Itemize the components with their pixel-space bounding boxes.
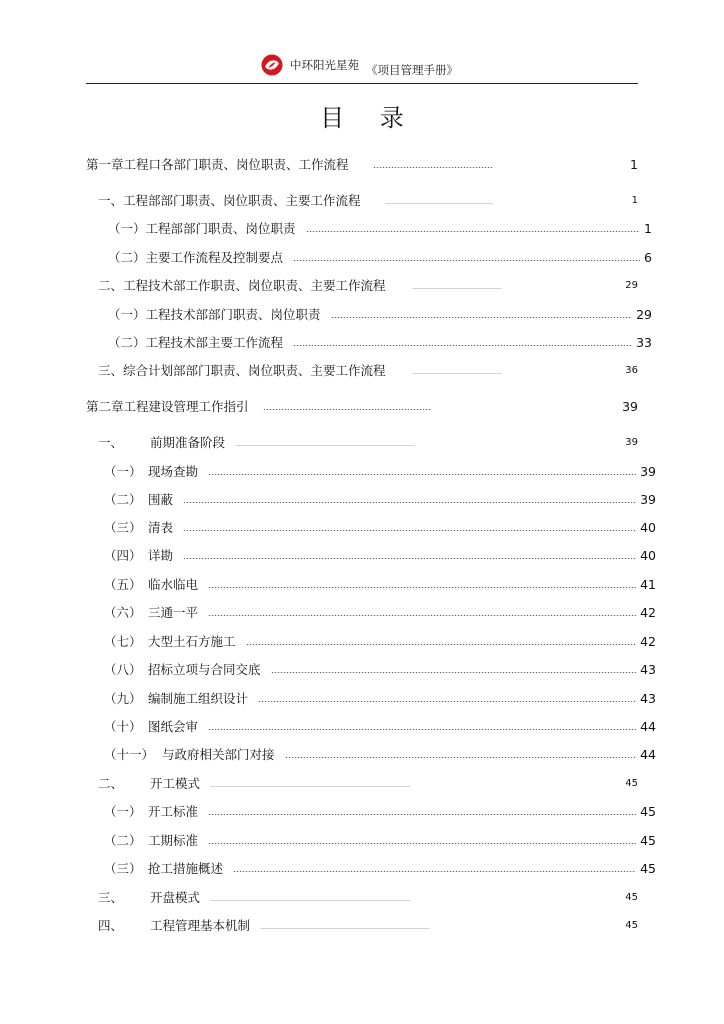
toc-page-number: 1 — [644, 220, 652, 236]
toc-page-number: 41 — [640, 576, 656, 592]
toc-entry-label: （一）工程部部门职责、岗位职责 — [108, 221, 296, 236]
toc-entry-chapter-1[interactable] — [86, 154, 638, 174]
toc-leader-dots — [263, 409, 431, 410]
toc-leader-dots — [183, 530, 636, 531]
toc-leader-dots — [258, 701, 636, 702]
toc-page-number: 6 — [644, 249, 652, 265]
toc-entry-number: 四、 — [98, 918, 124, 933]
toc-entry-subsection[interactable] — [104, 631, 656, 651]
toc-entry-number: 二、 — [98, 776, 124, 791]
toc-entry-section[interactable] — [98, 887, 638, 907]
toc-entry-label: 开盘模式 — [150, 890, 201, 905]
toc-page-number: 42 — [640, 633, 656, 649]
toc-entry-number: （四） — [104, 548, 142, 563]
toc-page-number: 1 — [630, 156, 638, 172]
toc-entry-subsection[interactable] — [104, 545, 656, 565]
toc-page-number: 44 — [640, 718, 656, 734]
toc-entry-section[interactable] — [98, 432, 638, 452]
toc-entry-label: 详勘 — [148, 548, 174, 563]
toc-leader-dots — [208, 843, 636, 844]
toc-entry-number: （六） — [104, 605, 142, 620]
manual-title: 《项目管理手册》 — [366, 63, 458, 77]
toc-entry-number: （二） — [104, 833, 142, 848]
toc-entry-label: 第二章工程建设管理工作指引 — [86, 399, 249, 414]
toc-entry-number: （十一） — [104, 747, 155, 762]
toc-leader-dots — [412, 373, 502, 374]
page-title: 目 录 — [320, 104, 418, 132]
toc-entry-label: 二、工程技术部工作职责、岗位职责、主要工作流程 — [98, 278, 386, 293]
toc-leader-dots — [208, 474, 636, 475]
toc-page-number: 42 — [640, 604, 656, 620]
toc-entry-label: 一、工程部部门职责、岗位职责、主要工作流程 — [98, 193, 361, 208]
toc-entry-subsection[interactable] — [104, 830, 656, 850]
toc-entry-label: 三、综合计划部部门职责、岗位职责、主要工作流程 — [98, 363, 386, 378]
toc-entry-label: 开工标准 — [148, 804, 199, 819]
toc-entry-subsection[interactable] — [104, 801, 656, 821]
toc-leader-dots — [331, 317, 633, 318]
toc-entry-number: （九） — [104, 691, 142, 706]
toc-entry-section[interactable] — [98, 360, 638, 380]
toc-entry-subsection[interactable] — [108, 218, 652, 238]
toc-entry-subsection[interactable] — [104, 602, 656, 622]
toc-entry-label: 工期标准 — [148, 833, 199, 848]
toc-leader-dots — [293, 345, 632, 346]
toc-page-number: 29 — [636, 306, 652, 322]
toc-page-number: 45 — [640, 832, 656, 848]
toc-entry-number: （三） — [104, 861, 142, 876]
toc-page-number: 1 — [631, 194, 638, 206]
toc-entry-number: （五） — [104, 577, 142, 592]
toc-entry-subsection[interactable] — [104, 574, 656, 594]
toc-page-number: 36 — [625, 364, 638, 376]
toc-page-number: 45 — [640, 803, 656, 819]
toc-entry-subsection[interactable] — [104, 858, 656, 878]
toc-leader-dots — [373, 167, 493, 168]
toc-entry-number: （二） — [104, 492, 142, 507]
toc-entry-label: 与政府相关部门对接 — [162, 747, 275, 762]
toc-entry-label: 围蔽 — [148, 492, 174, 507]
toc-entry-subsection[interactable] — [108, 247, 652, 267]
toc-entry-subsection[interactable] — [104, 716, 656, 736]
toc-page-number: 45 — [625, 919, 638, 931]
toc-page-number: 39 — [625, 436, 638, 448]
toc-entry-label: 大型土石方施工 — [148, 634, 236, 649]
toc-entry-label: 图纸会审 — [148, 719, 199, 734]
toc-page-number: 40 — [640, 519, 656, 535]
toc-entry-subsection[interactable] — [104, 489, 656, 509]
toc-page-number: 43 — [640, 661, 656, 677]
toc-entry-label: 抢工措施概述 — [148, 861, 224, 876]
toc-entry-subsection[interactable] — [104, 461, 656, 481]
toc-entry-section[interactable] — [98, 190, 638, 210]
toc-entry-label: 现场查勘 — [148, 464, 199, 479]
toc-entry-subsection[interactable] — [104, 744, 656, 764]
toc-entry-label: 临水临电 — [148, 577, 199, 592]
toc-page-number: 43 — [640, 690, 656, 706]
toc-page-number: 45 — [625, 777, 638, 789]
toc-entry-label: 三通一平 — [148, 605, 199, 620]
toc-leader-dots — [246, 644, 637, 645]
toc-entry-number: 一、 — [98, 435, 124, 450]
toc-page-number: 44 — [640, 746, 656, 762]
toc-entry-subsection[interactable] — [104, 517, 656, 537]
toc-leader-dots — [183, 502, 636, 503]
toc-entry-number: （十） — [104, 719, 142, 734]
toc-entry-number: （三） — [104, 520, 142, 535]
toc-leader-dots — [293, 260, 640, 261]
toc-leader-dots — [385, 203, 493, 204]
toc-entry-label: （二）主要工作流程及控制要点 — [108, 250, 284, 265]
toc-entry-number: （七） — [104, 634, 142, 649]
toc-entry-number: 三、 — [98, 890, 124, 905]
toc-entry-label: （二）工程技术部主要工作流程 — [108, 335, 284, 350]
toc-entry-label: 招标立项与合同交底 — [148, 662, 261, 677]
toc-leader-dots — [208, 615, 636, 616]
toc-leader-dots — [208, 814, 636, 815]
toc-leader-dots — [285, 757, 637, 758]
toc-entry-label: 前期准备阶段 — [150, 435, 226, 450]
toc-page-number: 39 — [640, 491, 656, 507]
toc-leader-dots — [306, 231, 641, 232]
toc-entry-label: 编制施工组织设计 — [148, 691, 249, 706]
toc-entry-subsection[interactable] — [108, 304, 652, 324]
toc-leader-dots — [210, 900, 410, 901]
toc-leader-dots — [208, 587, 636, 588]
toc-page-number: 45 — [625, 891, 638, 903]
toc-entry-chapter-2[interactable] — [86, 396, 638, 416]
toc-page-number: 33 — [636, 334, 652, 350]
toc-leader-dots — [412, 288, 502, 289]
toc-leader-dots — [271, 672, 637, 673]
toc-entry-label: （一）工程技术部部门职责、岗位职责 — [108, 307, 321, 322]
toc-page-number: 45 — [640, 860, 656, 876]
toc-entry-subsection[interactable] — [108, 332, 652, 352]
toc-entry-number: （八） — [104, 662, 142, 677]
toc-leader-dots — [183, 558, 636, 559]
toc-page-number: 39 — [640, 463, 656, 479]
toc-leader-dots — [260, 928, 430, 929]
toc-leader-dots — [233, 871, 636, 872]
toc-entry-section[interactable] — [98, 915, 638, 935]
toc-entry-section[interactable] — [98, 275, 638, 295]
toc-page-number: 29 — [625, 279, 638, 291]
toc-entry-label: 第一章工程口各部门职责、岗位职责、工作流程 — [86, 157, 349, 172]
toc-entry-number: （一） — [104, 464, 142, 479]
toc-leader-dots — [208, 729, 636, 730]
toc-page-number: 39 — [622, 398, 638, 414]
toc-page-number: 40 — [640, 547, 656, 563]
toc-entry-label: 清表 — [148, 520, 174, 535]
toc-entry-subsection[interactable] — [104, 659, 656, 679]
toc-leader-dots — [210, 786, 410, 787]
toc-leader-dots — [235, 445, 415, 446]
toc-entry-label: 开工模式 — [150, 776, 201, 791]
toc-entry-section[interactable] — [98, 773, 638, 793]
toc-entry-label: 工程管理基本机制 — [150, 918, 251, 933]
toc-entry-subsection[interactable] — [104, 688, 656, 708]
brand-name: 中环阳光星苑 — [290, 58, 359, 72]
toc-entry-number: （一） — [104, 804, 142, 819]
